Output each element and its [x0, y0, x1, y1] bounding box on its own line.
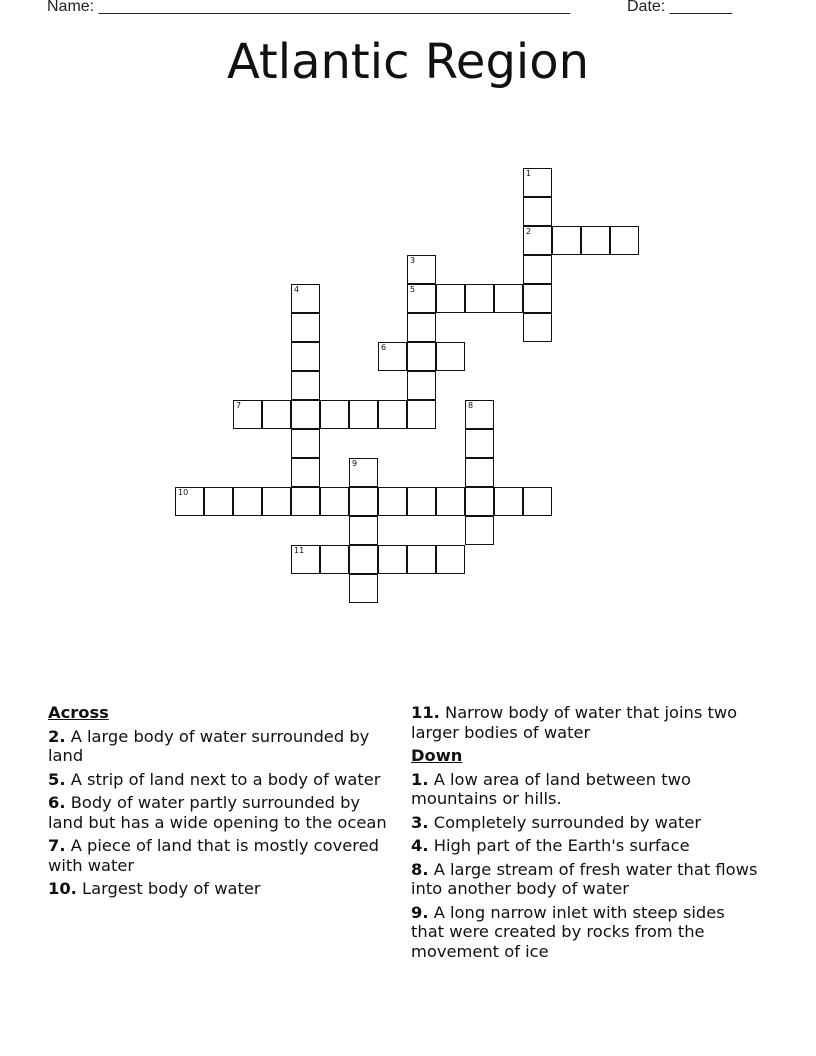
clue-text: A low area of land between two mountains or hills. [411, 769, 691, 808]
grid-cell[interactable] [407, 342, 436, 371]
grid-cell[interactable] [436, 545, 465, 574]
grid-cell[interactable] [465, 400, 494, 429]
grid-cell[interactable] [378, 400, 407, 429]
grid-cell[interactable] [291, 284, 320, 313]
grid-cell[interactable] [291, 458, 320, 487]
grid-cell[interactable] [291, 545, 320, 574]
grid-cell[interactable] [291, 400, 320, 429]
down-heading: Down [411, 746, 463, 765]
grid-cell[interactable] [523, 255, 552, 284]
cell-number: 10 [178, 488, 189, 497]
across-clue [48, 836, 393, 875]
cell-number: 3 [410, 256, 416, 265]
down-clue [411, 860, 761, 899]
down-clue [411, 903, 761, 962]
clues-left-column [48, 703, 393, 903]
grid-cell[interactable] [407, 487, 436, 516]
cell-number: 2 [526, 227, 532, 236]
name-label: Name: [47, 0, 95, 15]
grid-cell[interactable] [175, 487, 204, 516]
date-line[interactable]: _______ [669, 0, 732, 15]
grid-cell[interactable] [523, 226, 552, 255]
grid-cell[interactable] [291, 487, 320, 516]
grid-cell[interactable] [436, 487, 465, 516]
cell-number: 9 [352, 459, 358, 468]
grid-cell[interactable] [581, 226, 610, 255]
page-title: Atlantic Region [226, 34, 590, 90]
grid-cell[interactable] [291, 342, 320, 371]
grid-cell[interactable] [407, 284, 436, 313]
clue-number: 11. [411, 703, 440, 722]
grid-cell[interactable] [320, 487, 349, 516]
across-clue [48, 727, 393, 766]
down-clue [411, 813, 761, 833]
grid-cell[interactable] [407, 371, 436, 400]
grid-cell[interactable] [291, 313, 320, 342]
across-clue [48, 879, 393, 899]
grid-cell[interactable] [378, 342, 407, 371]
grid-cell[interactable] [320, 400, 349, 429]
clue-text: A long narrow inlet with steep sides that were created by rocks from the movement of ice [411, 902, 725, 961]
grid-cell[interactable] [407, 545, 436, 574]
across-clue [411, 703, 761, 742]
grid-cell[interactable] [436, 284, 465, 313]
grid-cell[interactable] [552, 226, 581, 255]
grid-cell[interactable] [378, 545, 407, 574]
cell-number: 1 [526, 169, 532, 178]
clue-text: A strip of land next to a body of water [70, 769, 381, 789]
cell-number: 7 [236, 401, 242, 410]
clue-number: 10. [48, 879, 77, 898]
cell-number: 11 [294, 546, 305, 555]
grid-cell[interactable] [465, 284, 494, 313]
across-clue [48, 770, 393, 790]
grid-cell[interactable] [610, 226, 639, 255]
grid-cell[interactable] [349, 574, 378, 603]
grid-cell[interactable] [436, 342, 465, 371]
grid-cell[interactable] [465, 516, 494, 545]
grid-cell[interactable] [204, 487, 233, 516]
clue-text: A large stream of fresh water that flows into another body of water [411, 859, 758, 898]
clue-number: 8. [411, 859, 429, 879]
across-clue [48, 793, 393, 832]
grid-cell[interactable] [233, 487, 262, 516]
grid-cell[interactable] [349, 458, 378, 487]
grid-cell[interactable] [523, 168, 552, 197]
clue-text: Narrow body of water that joins two larger bodies of water [411, 703, 738, 742]
across-heading: Across [48, 703, 109, 722]
down-clue [411, 836, 761, 856]
grid-cell[interactable] [262, 487, 291, 516]
grid-cell[interactable] [291, 371, 320, 400]
grid-cell[interactable] [407, 400, 436, 429]
grid-cell[interactable] [291, 429, 320, 458]
date-label: Date: [627, 0, 666, 15]
name-line[interactable]: _____________________________________________________ [98, 0, 571, 15]
grid-cell[interactable] [523, 487, 552, 516]
clue-number: 6. [48, 793, 66, 812]
grid-cell[interactable] [349, 545, 378, 574]
grid-cell[interactable] [465, 487, 494, 516]
clues-right-column [411, 703, 761, 965]
clue-number: 7. [48, 836, 66, 855]
clue-text: Completely surrounded by water [433, 812, 702, 832]
clue-number: 9. [411, 902, 429, 922]
clue-text: A large body of water surrounded by land [48, 726, 370, 765]
grid-cell[interactable] [407, 255, 436, 284]
clue-text: Largest body of water [82, 879, 261, 898]
grid-cell[interactable] [233, 400, 262, 429]
grid-cell[interactable] [349, 400, 378, 429]
grid-cell[interactable] [349, 516, 378, 545]
cell-number: 8 [468, 401, 474, 410]
clue-text: A piece of land that is mostly covered with water [48, 836, 379, 875]
clue-number: 4. [411, 836, 429, 855]
cell-number: 4 [294, 285, 300, 294]
grid-cell[interactable] [523, 313, 552, 342]
grid-cell[interactable] [262, 400, 291, 429]
grid-cell[interactable] [407, 313, 436, 342]
down-clue [411, 770, 761, 809]
grid-cell[interactable] [465, 458, 494, 487]
grid-cell[interactable] [465, 429, 494, 458]
grid-cell[interactable] [494, 284, 523, 313]
cell-number: 6 [381, 343, 387, 352]
clue-number: 5. [48, 769, 66, 789]
clue-number: 3. [411, 812, 429, 832]
grid-cell[interactable] [523, 197, 552, 226]
clue-number: 1. [411, 769, 429, 789]
clue-number: 2. [48, 726, 66, 746]
grid-cell[interactable] [320, 545, 349, 574]
clue-text: High part of the Earth's surface [433, 836, 690, 855]
grid-cell[interactable] [523, 284, 552, 313]
clue-text: Body of water partly surrounded by land but has a wide opening to the ocean [48, 793, 387, 832]
grid-cell[interactable] [494, 487, 523, 516]
grid-cell[interactable] [378, 487, 407, 516]
cell-number: 5 [410, 285, 416, 294]
grid-cell[interactable] [349, 487, 378, 516]
